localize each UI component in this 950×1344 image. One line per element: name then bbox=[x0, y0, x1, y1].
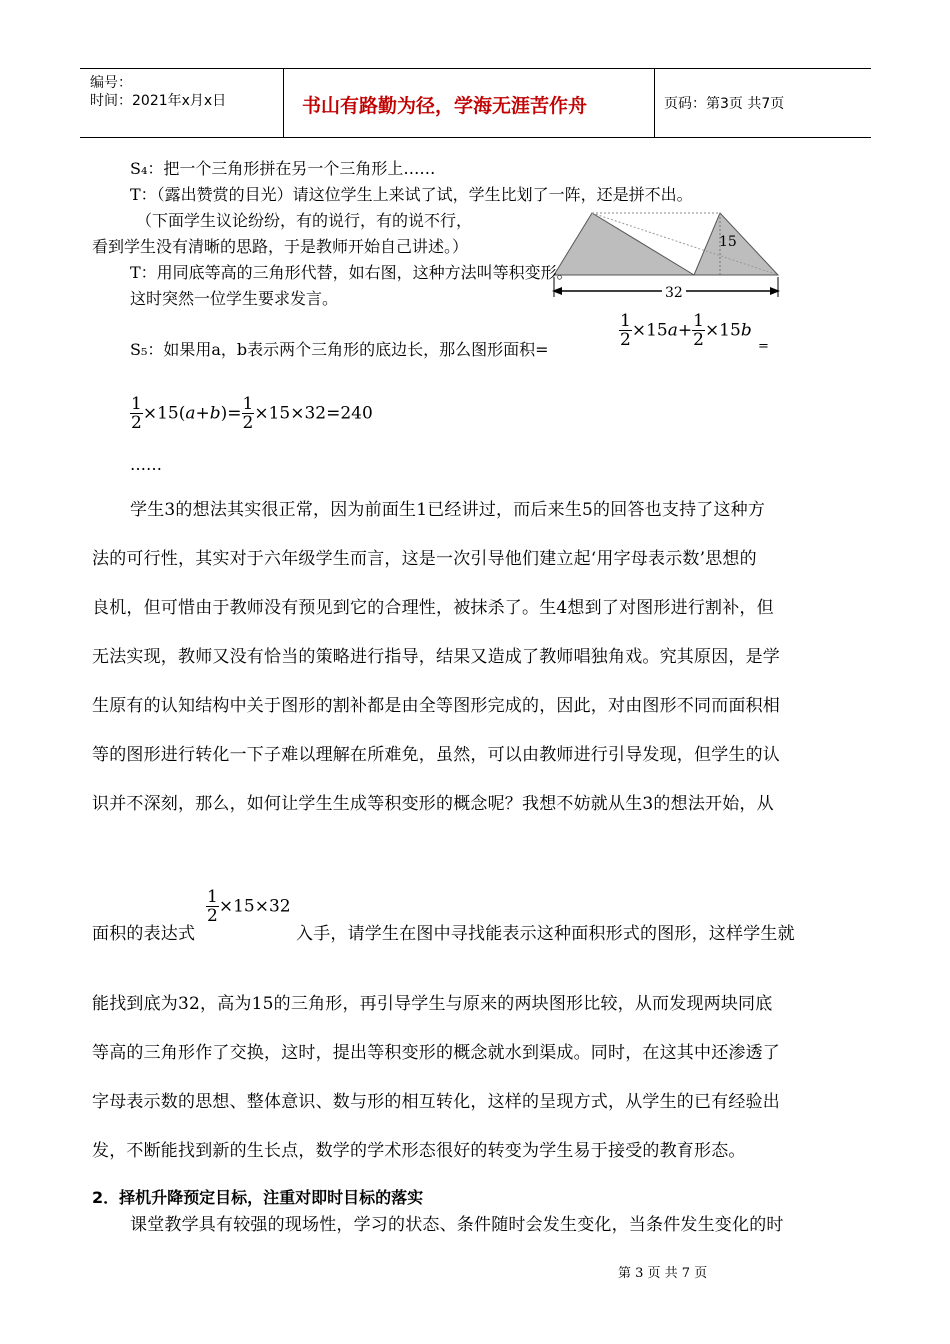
serial-label: 编号： bbox=[90, 75, 132, 91]
dialogue-t2: T：用同底等高的三角形代替，如右图，这种方法叫等积变形。 bbox=[130, 263, 573, 282]
fraction-half: $\frac{1}{2}$ bbox=[693, 311, 704, 350]
dialogue-t1: T：（露出赞赏的目光）请这位学生上来试了试，学生比划了一阵，还是拼不出。 bbox=[130, 185, 693, 204]
section-heading: 2．择机升降预定目标，注重对即时目标的落实 bbox=[92, 1188, 424, 1207]
section-first-line: 课堂教学具有较强的现场性，学习的状态、条件随时会发生变化，当条件发生变化的时 bbox=[130, 1215, 784, 1235]
formula-area-result: $\frac{1}{2}$ ×15(a+b)= $\frac{1}{2}$ ×15×32=240 bbox=[131, 394, 373, 433]
formula-expression: $\frac{1}{2}$ ×15×32 bbox=[207, 887, 291, 926]
paragraph-line: 生原有的认知结构中关于图形的割补都是由全等图形完成的，因此，对由图形不同而面积相 bbox=[92, 696, 780, 716]
dialogue-note3: 这时突然一位学生要求发言。 bbox=[130, 289, 339, 308]
dialogue-note1: （下面学生议论纷纷，有的说行，有的说不行， bbox=[136, 211, 473, 230]
dialogue-s4: S₄：把一个三角形拼在另一个三角形上…… bbox=[130, 159, 436, 178]
fraction-half: $\frac{1}{2}$ bbox=[620, 311, 631, 350]
expression-suffix: 入手，请学生在图中寻找能表示这种面积形式的图形，这样学生就 bbox=[296, 924, 795, 944]
fraction-half: $\frac{1}{2}$ bbox=[131, 394, 142, 433]
header-motto: 书山有路勤为径，学海无涯苦作舟 bbox=[302, 95, 588, 117]
paragraph-line: 能找到底为32，高为15的三角形，再引导学生与原来的两块图形比较，从而发现两块同底 bbox=[92, 994, 773, 1014]
page-header bbox=[80, 68, 871, 138]
left-triangle bbox=[554, 213, 694, 275]
paragraph-line: 字母表示数的思想、整体意识、数与形的相互转化，这样的呈现方式，从学生的已有经验出 bbox=[92, 1092, 780, 1112]
paragraph-line: 法的可行性，其实对于六年级学生而言，这是一次引导他们建立起‘用字母表示数’思想的 bbox=[92, 549, 757, 569]
footer-page-number: 第 3 页 共 7 页 bbox=[618, 1266, 708, 1281]
ellipsis: …… bbox=[130, 455, 162, 474]
fraction-half: $\frac{1}{2}$ bbox=[207, 887, 218, 926]
expression-prefix: 面积的表达式 bbox=[92, 924, 196, 944]
time-label: 时间：2021年x月x日 bbox=[90, 93, 227, 109]
header-divider-right bbox=[654, 69, 655, 137]
paragraph-line: 无法实现，教师又没有恰当的策略进行指导，结果又造成了教师唱独角戏。究其原因，是学 bbox=[92, 647, 780, 667]
paragraph-line: 等高的三角形作了交换，这时，提出等积变形的概念就水到渠成。同时，在这其中还渗透了 bbox=[92, 1043, 780, 1063]
paragraph-line: 等的图形进行转化一下子难以理解在所难免，虽然，可以由教师进行引导发现，但学生的认 bbox=[92, 745, 780, 765]
fraction-half: $\frac{1}{2}$ bbox=[242, 394, 254, 433]
formula-area-sum: $\frac{1}{2}$ ×15a+ $\frac{1}{2}$ ×15b bbox=[620, 311, 752, 350]
formula-equals: = bbox=[758, 339, 769, 354]
height-label: 15 bbox=[719, 234, 737, 250]
paragraph-line: 发，不断能找到新的生长点，数学的学术形态很好的转变为学生易于接受的教育形态。 bbox=[92, 1141, 746, 1161]
dialogue-s5: S₅：如果用a，b表示两个三角形的底边长，那么图形面积= bbox=[130, 340, 549, 359]
paragraph-line: 良机，但可惜由于教师没有预见到它的合理性，被抹杀了。生4想到了对图形进行割补，但 bbox=[92, 598, 774, 618]
dialogue-note2: 看到学生没有清晰的思路，于是教师开始自己讲述。） bbox=[92, 237, 469, 256]
page-number-label: 页码：第3页 共7页 bbox=[664, 96, 785, 112]
header-divider-left bbox=[283, 69, 284, 137]
paragraph-line: 识并不深刻，那么，如何让学生生成等积变形的概念呢？我想不妨就从生3的想法开始，从 bbox=[92, 794, 774, 814]
paragraph-line: 学生3的想法其实很正常，因为前面生1已经讲过，而后来生5的回答也支持了这种方 bbox=[130, 500, 766, 520]
base-label: 32 bbox=[662, 285, 686, 301]
